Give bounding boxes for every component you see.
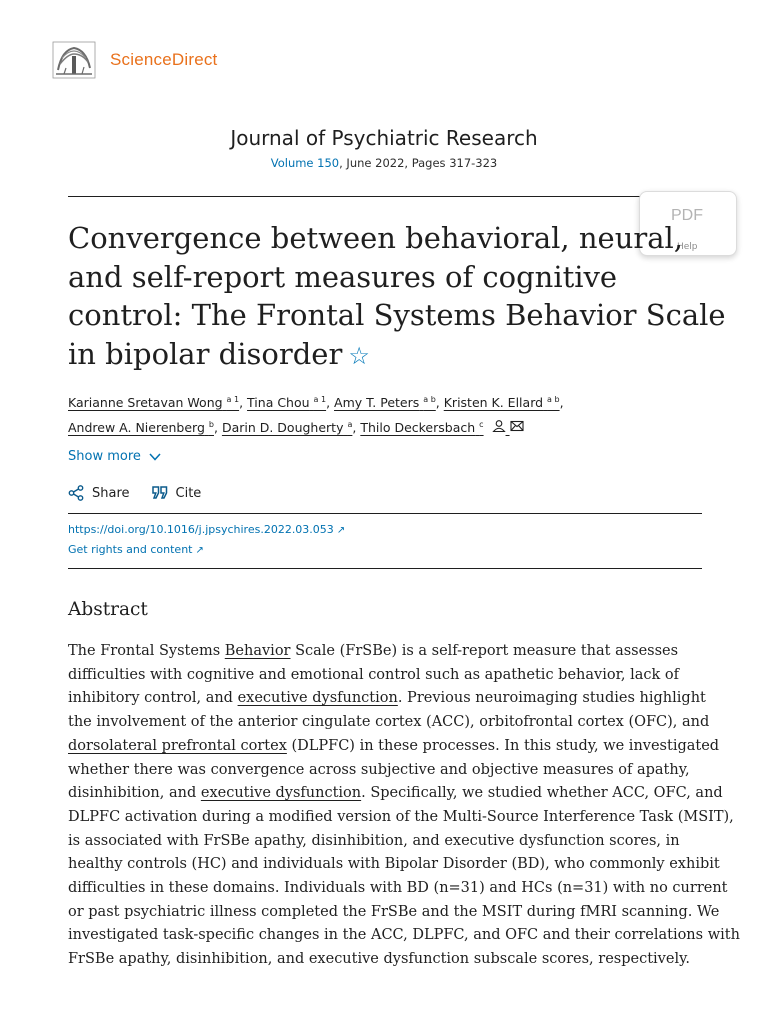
volume-link[interactable]: Volume 150 (270, 156, 340, 170)
logo-text: ScienceDirect (110, 50, 218, 69)
abstract-heading: Abstract (68, 599, 148, 620)
author-list (68, 389, 708, 439)
pdf-button[interactable]: PDF (671, 207, 703, 224)
abstract-line: inhibitory control, and executive dysfunction. Previous neuroimaging studies highlight (68, 690, 706, 707)
abstract-line: investigated task-specific changes in the ACC, DLPFC, and OFC and their correlations with (68, 927, 740, 944)
title-line: Convergence between behavioral, neural, (68, 221, 684, 255)
abstract-line: difficulties with cognitive and emotional control such as apathetic behavior, lack of (68, 666, 680, 683)
author-link[interactable]: Tina Chou $^{a 1}$ (247, 395, 327, 411)
person-icon (492, 420, 506, 432)
glossary-link[interactable]: dorsolateral prefrontal cortex (68, 737, 287, 754)
title-line (68, 335, 708, 376)
abstract-body (68, 640, 740, 972)
abstract-line: healthy controls (HC) and individuals with Bipolar Disorder (BD), who commonly exhibit (68, 856, 720, 873)
cite-label: Cite (175, 485, 202, 501)
rights-text: Get rights and content (68, 543, 193, 556)
divider (68, 568, 702, 569)
divider (68, 196, 702, 197)
quote-icon (152, 486, 168, 500)
volume-line (0, 156, 768, 170)
abstract-line: difficulties in these domains. Individuals with BD (n=31) and HCs (n=31) with no current (68, 880, 728, 897)
abstract-line: the involvement of the anterior cingulate cortex (ACC), orbitofrontal cortex (OFC), and (68, 714, 710, 731)
abstract-line: dorsolateral prefrontal cortex (DLPFC) in these processes. In this study, we investigated (68, 737, 720, 754)
author-link[interactable]: Karianne Sretavan Wong $^{a 1}$ (68, 395, 240, 411)
author-link[interactable]: Darin D. Dougherty $^a$ (221, 420, 353, 436)
glossary-link[interactable]: Behavior (224, 643, 291, 659)
share-button[interactable] (68, 485, 130, 501)
chevron-down-icon (149, 453, 161, 461)
author-link[interactable]: Thilo Deckersbach $^c$ (360, 420, 484, 436)
external-link-icon: ↗ (195, 545, 204, 556)
show-more-toggle[interactable] (68, 449, 161, 464)
cite-button[interactable] (152, 486, 202, 501)
abstract-line: whether there was convergence across subjective and objective measures of apathy, (68, 761, 690, 778)
help-link[interactable]: Help (677, 242, 698, 252)
title-line: and self-report measures of cognitive (68, 259, 618, 294)
author-link[interactable]: Amy T. Peters $^{a b}$ (334, 395, 436, 411)
title-line: control: The Frontal Systems Behavior Scale (68, 298, 726, 332)
glossary-link[interactable]: executive dysfunction (200, 785, 362, 802)
doi-link[interactable] (68, 523, 345, 536)
journal-title[interactable]: Journal of Psychiatric Research (230, 126, 538, 150)
divider (68, 513, 702, 514)
corresponding-author-icons[interactable] (492, 420, 524, 435)
share-icon (68, 485, 84, 501)
abstract-line: DLPFC activation during a modified version of the Multi-Source Interference Task (MSIT), (68, 808, 734, 825)
article-title (68, 219, 726, 375)
author-link[interactable]: Andrew A. Nierenberg $^b$ (68, 420, 214, 436)
glossary-link[interactable]: executive dysfunction (237, 690, 398, 707)
abstract-line: is associated with FrSBe apathy, disinhibition, and executive dysfunction scores, in (68, 832, 680, 849)
author-row: Karianne Sretavan Wong $^{a 1}$, Tina Chou $^{a 1}$, Amy T. Peters $^{a b}$, Kristen K. Ellard $^{a b}$, (68, 395, 564, 411)
external-link-icon: ↗ (336, 525, 346, 536)
show-more-label: Show more (68, 449, 141, 464)
author-link[interactable]: Kristen K. Ellard $^{a b}$ (443, 395, 560, 411)
abstract-line: FrSBe apathy, disinhibition, and executive dysfunction subscale scores, respectively. (68, 951, 690, 968)
share-label: Share (92, 485, 130, 501)
doi-text: https://doi.org/10.1016/j.jpsychires.2022.03.053 (68, 523, 334, 536)
abstract-line: The Frontal Systems Behavior Scale (FrSBe) is a self-report measure that assesses (68, 643, 679, 659)
star-icon[interactable]: ☆ (348, 341, 370, 370)
volume-details: , June 2022, Pages 317-323 (339, 156, 498, 170)
abstract-line: disinhibition, and executive dysfunction. Specifically, we studied whether ACC, OFC, and (68, 785, 723, 802)
rights-link[interactable] (68, 543, 204, 556)
title-line-text: in bipolar disorder (68, 336, 343, 371)
article-actions (68, 485, 223, 501)
email-icon (510, 420, 524, 432)
author-row: Andrew A. Nierenberg $^b$, Darin D. Dougherty $^a$, Thilo Deckersbach $^c$ (68, 414, 708, 439)
elsevier-tree-icon (52, 40, 96, 80)
abstract-line: or past psychiatric illness completed the FrSBe and the MSIT during fMRI scanning. We (68, 903, 720, 920)
sciencedirect-logo[interactable] (52, 40, 217, 80)
